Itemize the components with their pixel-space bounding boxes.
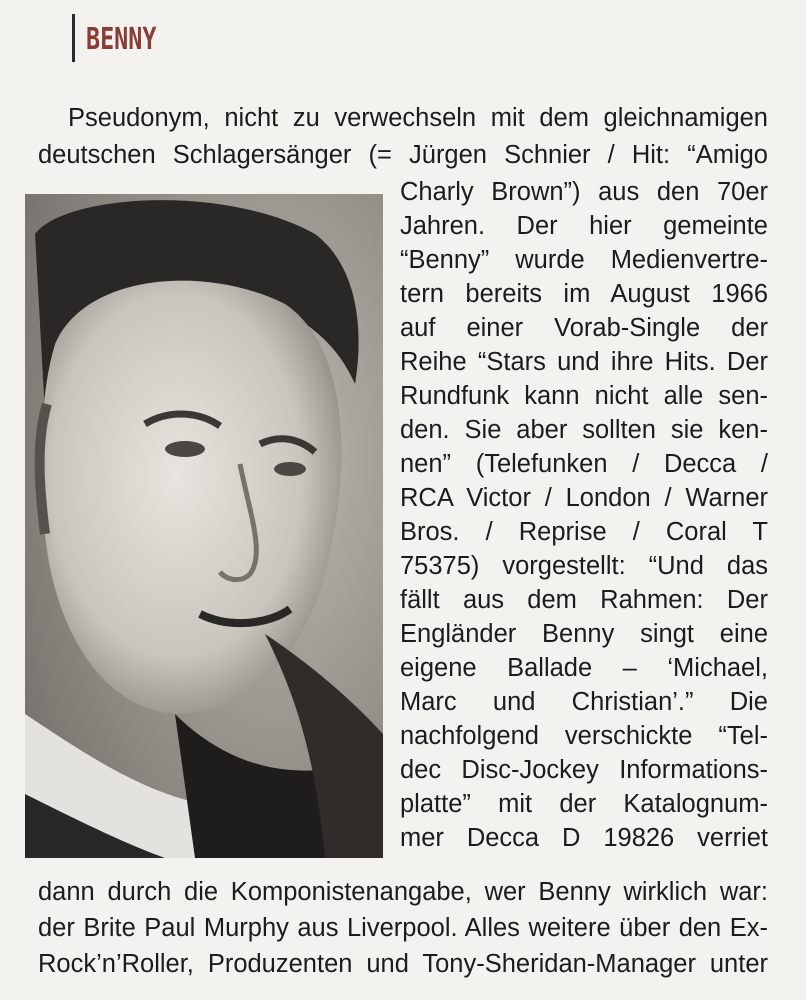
paragraph-line: platte” mit der Katalognum- — [400, 790, 768, 818]
page-title: BENNY — [86, 22, 157, 57]
paragraph-line: Marc und Christian’.” Die — [400, 688, 768, 716]
paragraph-line: der Brite Paul Murphy aus Liverpool. Alles weitere über den Ex- — [38, 914, 768, 942]
paragraph-line: “Benny” wurde Medienvertre- — [400, 246, 768, 274]
portrait-illustration — [25, 194, 383, 858]
paragraph-line: 75375) vorgestellt: “Und das — [400, 552, 768, 580]
paragraph-line: Jahren. Der hier gemeinte — [400, 212, 768, 240]
paragraph-line: Pseudonym, nicht zu verwechseln mit dem gleichnamigen — [68, 104, 768, 132]
paragraph-line: fällt aus dem Rahmen: Der — [400, 586, 768, 614]
paragraph-line: nen” (Telefunken / Decca / — [400, 450, 768, 478]
paragraph-line: eigene Ballade – ‘Michael, — [400, 654, 768, 682]
portrait-photo — [25, 194, 383, 858]
paragraph-line: dec Disc-Jockey Informations- — [400, 756, 768, 784]
paragraph-line: mer Decca D 19826 verriet — [400, 824, 768, 852]
header-rule — [72, 14, 75, 62]
paragraph-line: deutschen Schlagersänger (= Jürgen Schnier / Hit: “Amigo — [38, 141, 768, 169]
paragraph-line: Reihe “Stars und ihre Hits. Der — [400, 348, 768, 376]
paragraph-line: RCA Victor / London / Warner — [400, 484, 768, 512]
paragraph-line: dann durch die Komponistenangabe, wer Benny wirklich war: — [38, 878, 768, 906]
paragraph-line: den. Sie aber sollten sie ken- — [400, 416, 768, 444]
paragraph-line: Engländer Benny singt eine — [400, 620, 768, 648]
paragraph-line: tern bereits im August 1966 — [400, 280, 768, 308]
paragraph-line: nachfolgend verschickte “Tel- — [400, 722, 768, 750]
paragraph-line: Rock’n’Roller, Produzenten und Tony-Sheridan-Manager unter — [38, 950, 768, 978]
paragraph-line: Rundfunk kann nicht alle sen- — [400, 382, 768, 410]
paragraph-line: Charly Brown”) aus den 70er — [400, 178, 768, 206]
paragraph-line: Bros. / Reprise / Coral T — [400, 518, 768, 546]
paragraph-line: auf einer Vorab-Single der — [400, 314, 768, 342]
